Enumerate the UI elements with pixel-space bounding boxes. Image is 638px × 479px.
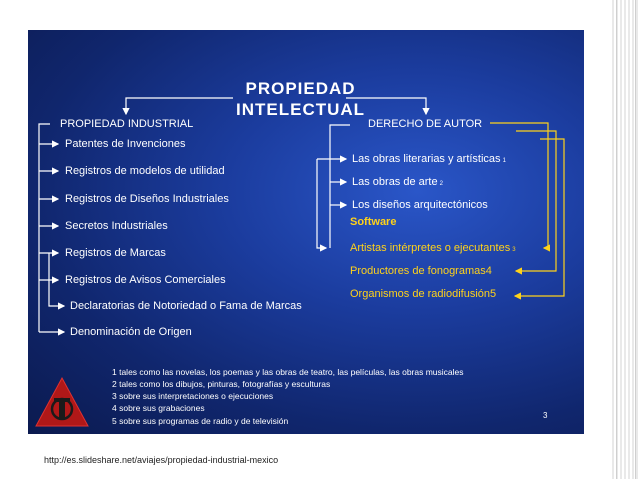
left-item: Registros de Marcas	[65, 247, 166, 259]
footnote-marker: 3	[512, 247, 516, 253]
right-item-text: Las obras de arte	[352, 176, 438, 188]
page-number: 3	[543, 411, 548, 420]
footnote: 4 sobre sus grabaciones	[112, 403, 205, 413]
footnote: 3 sobre sus interpretaciones o ejecuciones	[112, 391, 274, 401]
source-url: http://es.slideshare.net/aviajes/propiedad-industrial-mexico	[44, 455, 279, 465]
left-item: Secretos Industriales	[65, 220, 168, 232]
right-header: DERECHO DE AUTOR	[368, 118, 483, 130]
right-item	[352, 153, 506, 165]
left-item: Registros de Avisos Comerciales	[65, 274, 226, 286]
left-item: Registros de modelos de utilidad	[65, 165, 225, 177]
right-item-text: Los diseños arquitectónicos	[352, 199, 488, 211]
left-trunk	[39, 124, 50, 332]
left-item: Patentes de Invenciones	[65, 138, 186, 150]
right-item	[352, 199, 488, 211]
title	[236, 78, 365, 120]
footnote-marker: 1	[502, 158, 506, 164]
title-arrow-left	[126, 98, 233, 114]
scroll-track	[616, 0, 636, 479]
footnote: 2 tales como los dibujos, pinturas, fotografías y esculturas	[112, 379, 331, 389]
related-right	[350, 242, 516, 254]
footnote: 1 tales como las novelas, los poemas y las obras de teatro, las películas, las obras musicales	[112, 367, 464, 377]
left-header: PROPIEDAD INDUSTRIAL	[60, 118, 194, 130]
related-right: Organismos de radiodifusión5	[350, 288, 497, 300]
related-rights-bracket-3	[515, 139, 564, 296]
slide	[28, 30, 584, 434]
related-right-text: Artistas intérpretes o ejecutantes	[350, 242, 511, 254]
footnote-marker: 2	[439, 181, 443, 187]
related-right: Productores de fonogramas4	[350, 265, 492, 277]
right-item	[352, 176, 443, 188]
right-trunk	[330, 125, 350, 248]
scroll-edge	[612, 0, 638, 479]
related-rights-bracket-1	[490, 123, 548, 248]
title-line-1: PROPIEDAD	[245, 79, 356, 98]
right-item-text: Las obras literarias y artísticas	[352, 153, 501, 165]
software-label: Software	[350, 216, 397, 228]
logo-icon	[34, 376, 90, 428]
related-rights-bracket-2	[516, 131, 556, 271]
left-item: Denominación de Origen	[70, 326, 192, 338]
title-line-2: INTELECTUAL	[236, 100, 366, 119]
footnote: 5 sobre sus programas de radio y de televisión	[112, 416, 289, 426]
left-item: Declaratorias de Notoriedad o Fama de Marcas	[70, 300, 302, 312]
left-item: Registros de Diseños Industriales	[65, 193, 229, 205]
